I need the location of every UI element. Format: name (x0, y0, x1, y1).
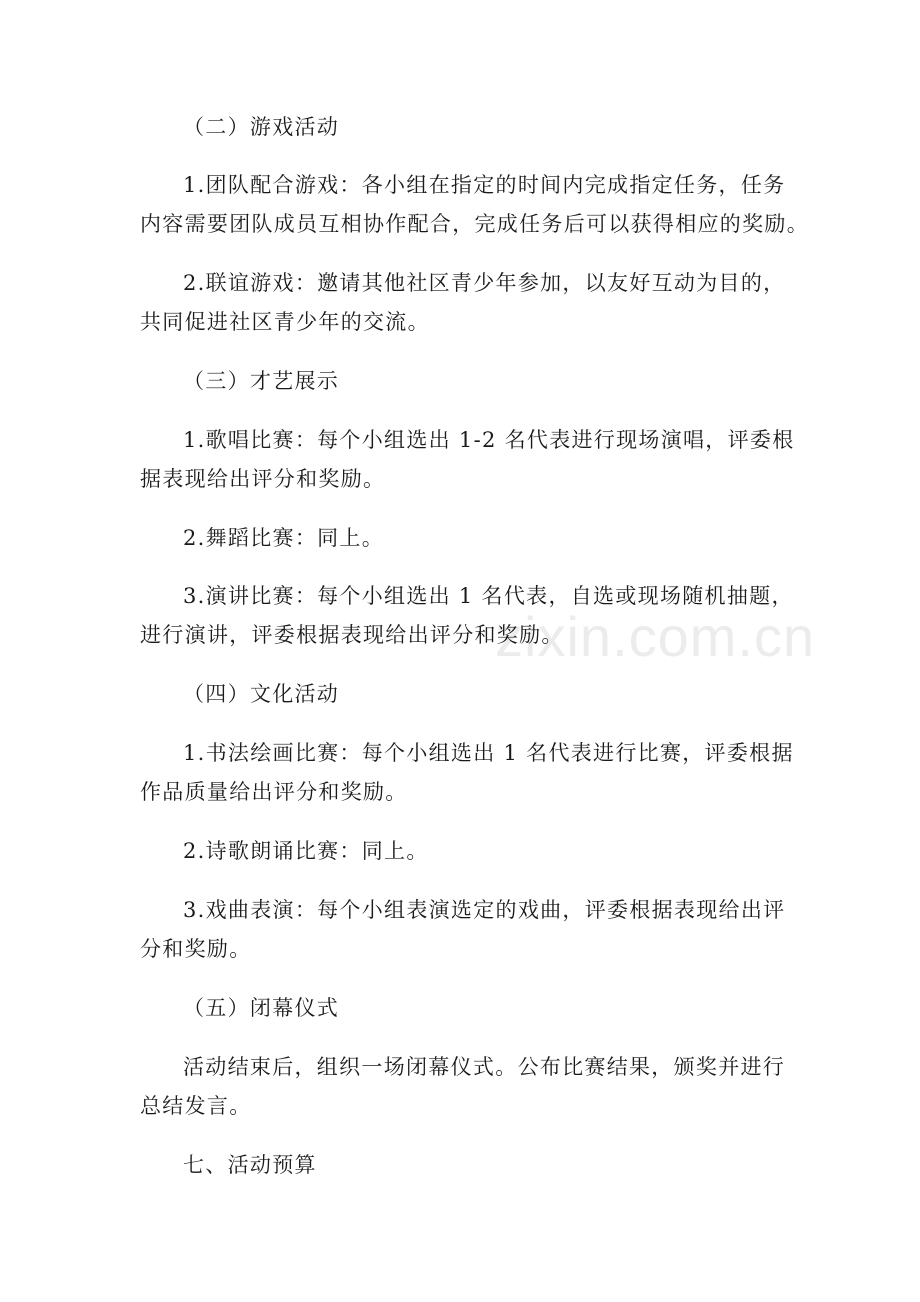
paragraph-line: 分和奖励。 (140, 937, 252, 961)
paragraph-line: 活动结束后，组织一场闭幕仪式。公布比赛结果，颁奖并进行 (183, 1055, 786, 1079)
paragraph-line: 进行演讲，评委根据表现给出评分和奖励。 (140, 623, 564, 647)
watermark: zixin.com.cn (495, 605, 816, 668)
paragraph-line: 共同促进社区青少年的交流。 (140, 310, 430, 334)
paragraph-line: 2.联谊游戏：邀请其他社区青少年参加，以友好互动为目的， (183, 271, 786, 295)
paragraph-line: 总结发言。 (140, 1094, 252, 1118)
section-heading-culture: （四）文化活动 (183, 682, 340, 706)
paragraph-line: 1.歌唱比赛：每个小组选出 1-2 名代表进行现场演唱，评委根 (183, 428, 795, 452)
paragraph-line: 作品质量给出评分和奖励。 (140, 780, 408, 804)
paragraph-line: 据表现给出评分和奖励。 (140, 467, 386, 491)
paragraph-line: 1.团队配合游戏：各小组在指定的时间内完成指定任务，任务 (183, 173, 786, 197)
paragraph-line: 内容需要团队成员互相协作配合，完成任务后可以获得相应的奖励。 (140, 212, 809, 236)
paragraph-line: 1.书法绘画比赛：每个小组选出 1 名代表进行比赛，评委根据 (183, 741, 794, 765)
paragraph-line: 3.演讲比赛：每个小组选出 1 名代表，自选或现场随机抽题， (183, 584, 794, 608)
paragraph-line: 2.诗歌朗诵比赛：同上。 (183, 839, 429, 863)
section-heading-closing: （五）闭幕仪式 (183, 996, 340, 1020)
paragraph-line: 2.舞蹈比赛：同上。 (183, 526, 385, 550)
paragraph-line: 3.戏曲表演：每个小组表演选定的戏曲，评委根据表现给出评 (183, 898, 786, 922)
section-heading-talent: （三）才艺展示 (183, 369, 340, 393)
section-heading-games: （二）游戏活动 (183, 115, 340, 139)
section-heading-budget: 七、活动预算 (183, 1153, 317, 1177)
